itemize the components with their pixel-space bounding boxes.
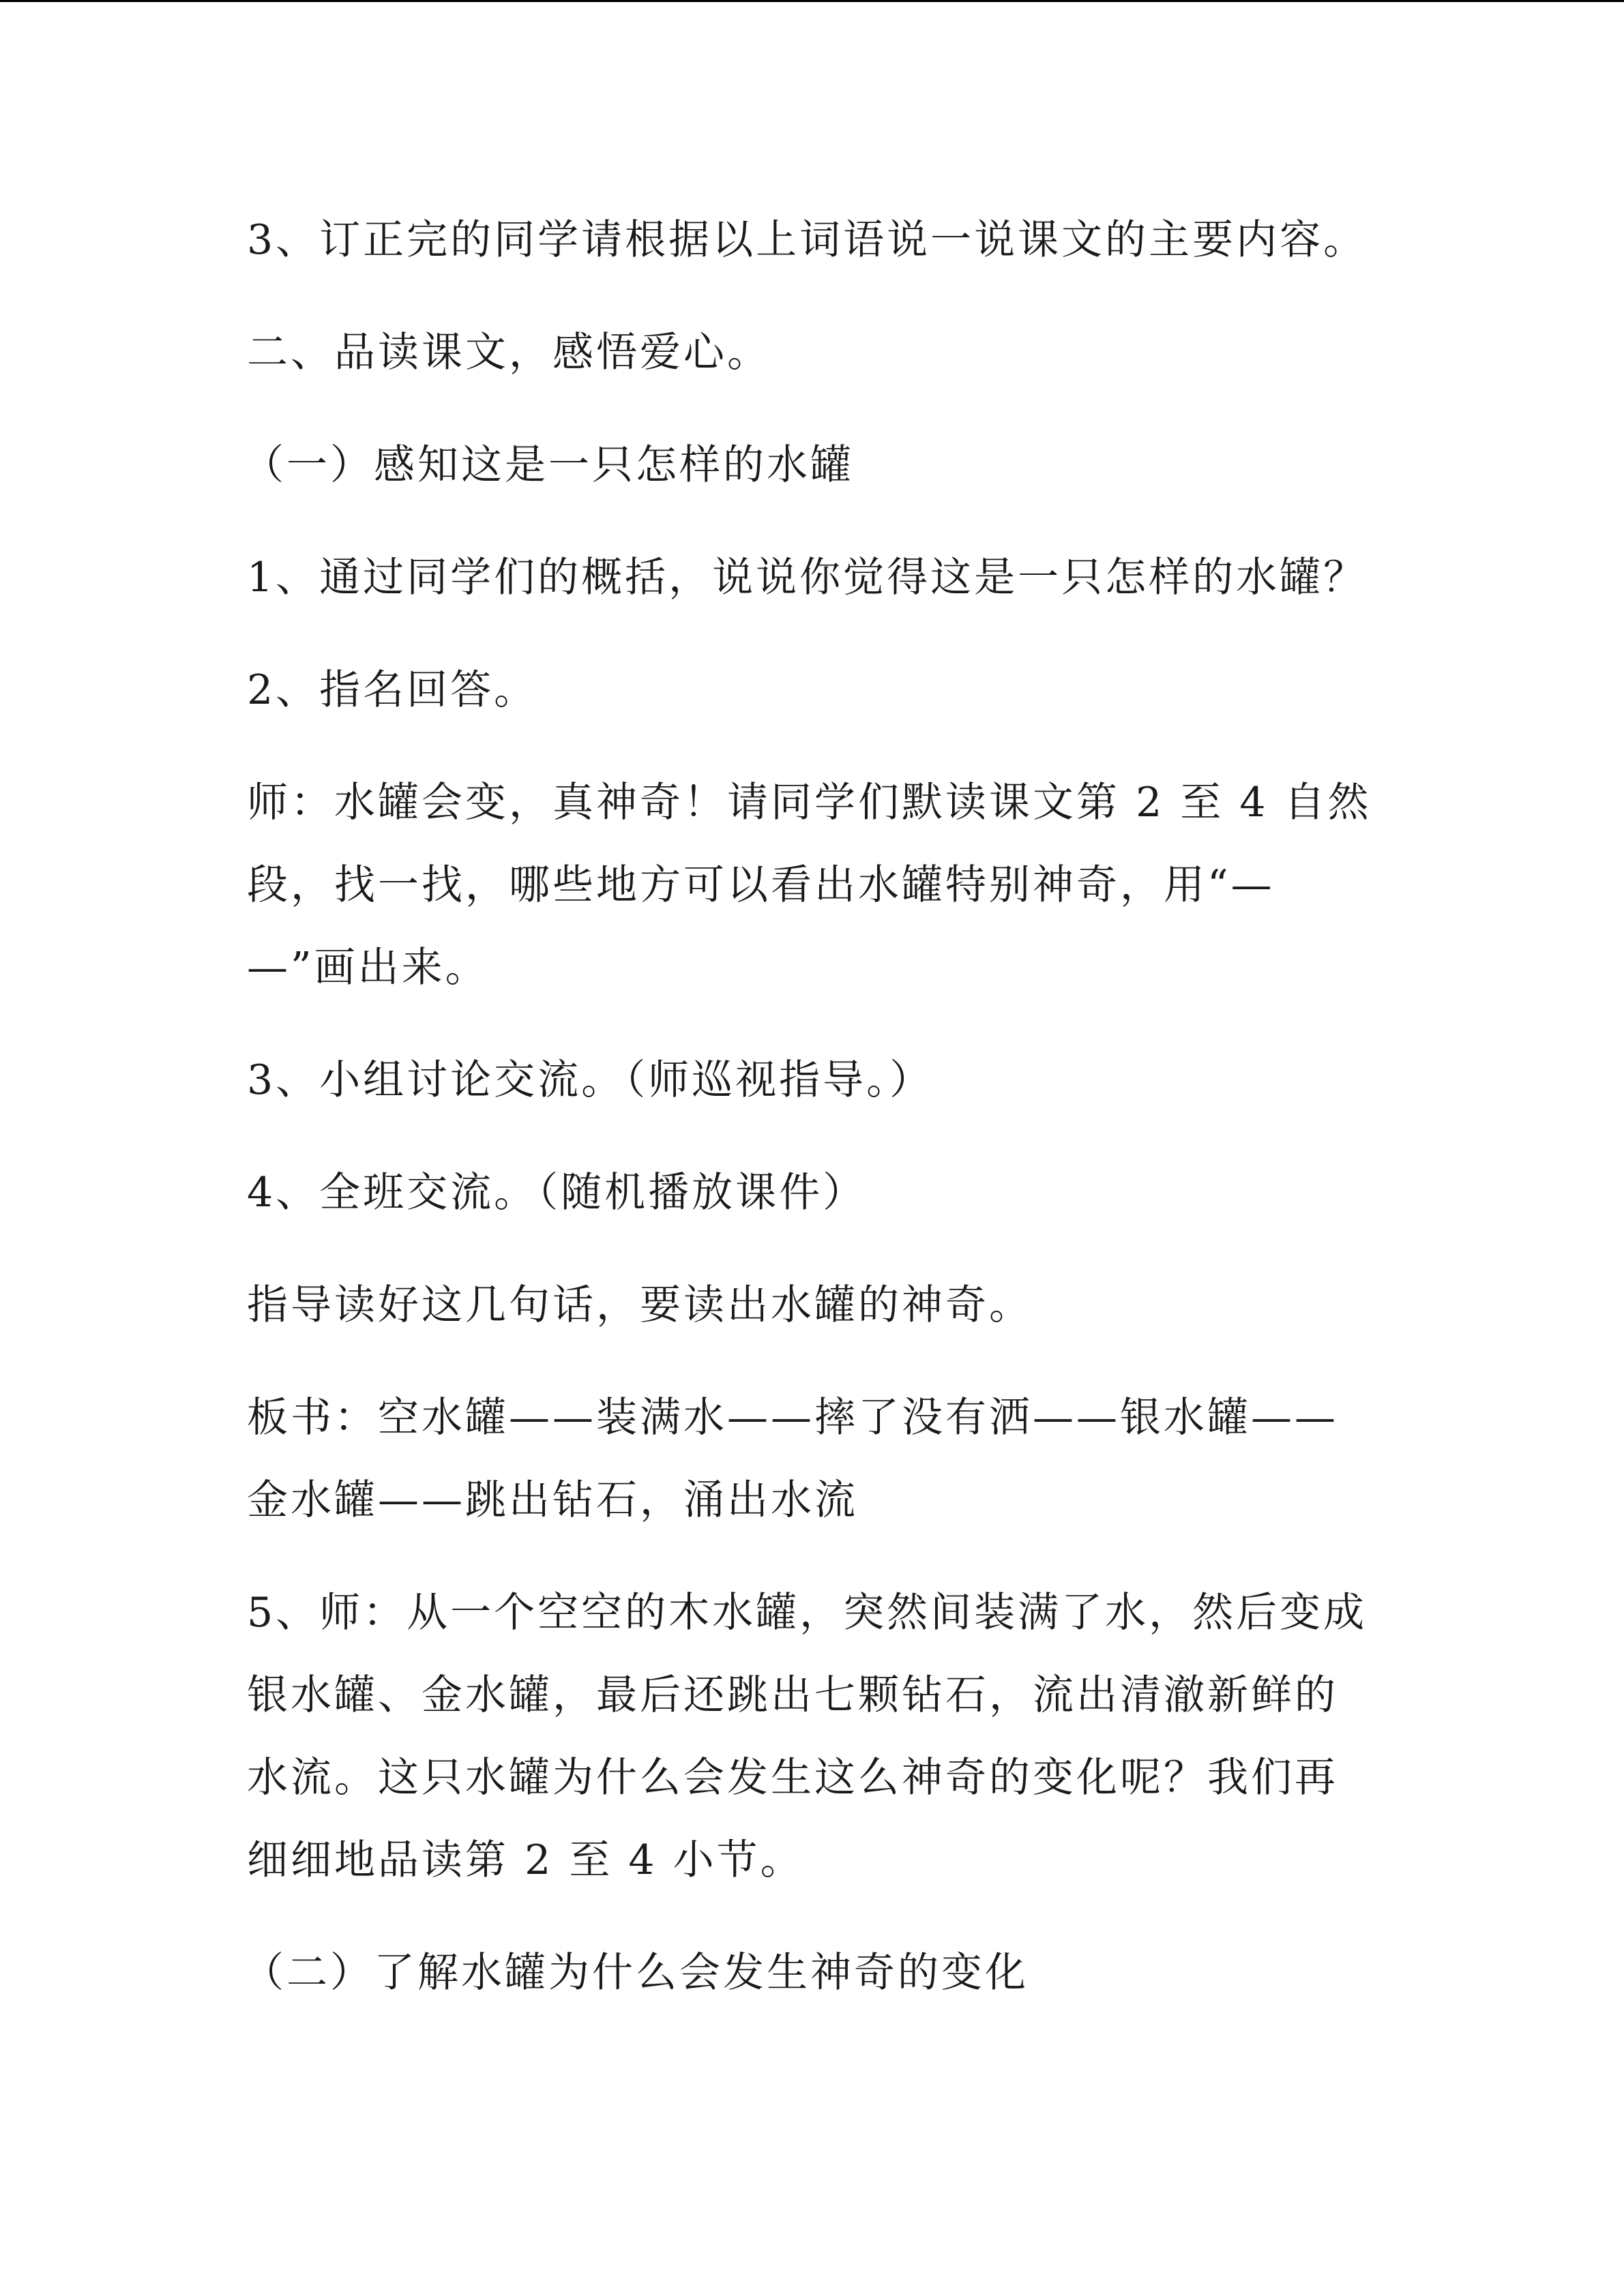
text-line-teacher-2a: 5、师：从一个空空的木水罐，突然间装满了水，然后变成 (247, 1589, 1368, 1637)
text-line-teacher-1b: 段，找一找，哪些地方可以看出水罐特别神奇，用“— (247, 861, 1275, 909)
text-line-question-1: 1、通过同学们的概括，说说你觉得这是一只怎样的水罐？ (247, 554, 1368, 601)
text-line-step-3: 3、小组讨论交流。（师巡视指导。） (247, 1056, 934, 1104)
subsection-heading-two: （二）了解水罐为什么会发生神奇的变化 (243, 1949, 1029, 1997)
text-line-correction-summary: 3、订正完的同学请根据以上词语说一说课文的主要内容。 (247, 216, 1368, 264)
text-line-step-4: 4、全班交流。（随机播放课件） (247, 1169, 867, 1217)
text-line-guidance: 指导读好这几句话，要读出水罐的神奇。 (247, 1281, 1033, 1329)
text-line-teacher-2b: 银水罐、金水罐，最后还跳出七颗钻石，流出清澈新鲜的 (247, 1671, 1338, 1719)
text-line-teacher-1c: —”画出来。 (247, 944, 489, 992)
text-line-teacher-1a: 师：水罐会变，真神奇！请同学们默读课文第 2 至 4 自然 (247, 779, 1372, 826)
section-heading-two: 二、品读课文，感悟爱心。 (247, 329, 771, 376)
text-line-teacher-2c: 水流。这只水罐为什么会发生这么神奇的变化呢？我们再 (247, 1754, 1338, 1802)
text-line-step-2: 2、指名回答。 (247, 666, 538, 714)
text-line-board-2: 金水罐——跳出钻石，涌出水流 (247, 1476, 858, 1524)
subsection-heading-one: （一）感知这是一只怎样的水罐 (243, 441, 854, 489)
top-border-line (0, 0, 1624, 2)
text-line-teacher-2d: 细细地品读第 2 至 4 小节。 (247, 1836, 804, 1884)
text-line-board-1: 板书：空水罐——装满水——摔了没有洒——银水罐—— (247, 1394, 1338, 1442)
